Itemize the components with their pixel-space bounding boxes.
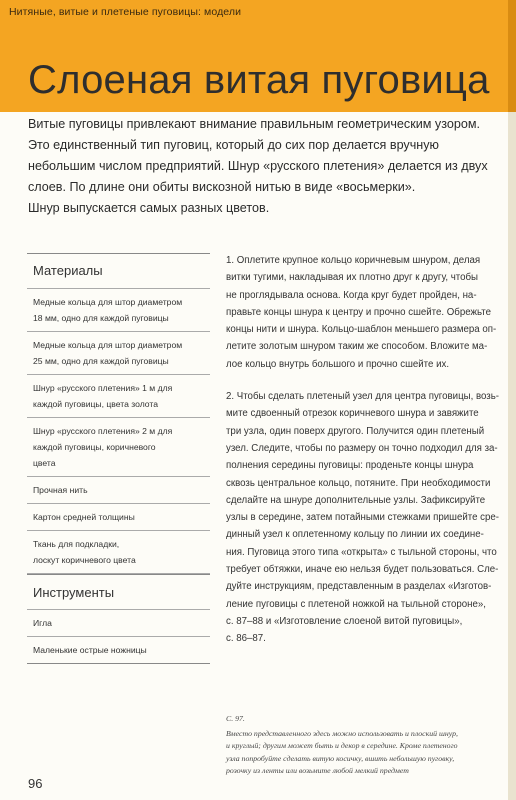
step-line: мите сдвоенный отрезок коричневого шнура и завяжите bbox=[226, 408, 479, 420]
material-item bbox=[27, 289, 210, 332]
intro-paragraph bbox=[28, 114, 498, 219]
step-line: с. 87–88 и «Изготовление слоеной витой пуговицы», bbox=[226, 615, 463, 627]
step-line: правьте концы шнура к центру и прочно сшейте. Обрежьте bbox=[226, 306, 491, 318]
material-item bbox=[27, 531, 210, 574]
step-line: витки тугими, накладывая их плотно друг к другу, чтобы bbox=[226, 272, 478, 284]
page-edge-tab bbox=[508, 0, 516, 800]
intro-line: небольшим числом предприятий. Шнур «русского плетения» делается из двух bbox=[28, 159, 488, 173]
materials-panel bbox=[27, 253, 210, 664]
material-item bbox=[27, 332, 210, 375]
caption-line: розочку из ленты или возьмите любой мелкий предмет bbox=[226, 766, 409, 776]
material-item-line: Прочная нить bbox=[33, 485, 88, 495]
material-item bbox=[27, 504, 210, 531]
page-edge-tab-accent bbox=[508, 0, 516, 112]
material-item-line: лоскут коричневого цвета bbox=[33, 555, 136, 565]
step-line: концы нити и шнура. Кольцо-шаблон меньшего размера оп- bbox=[226, 324, 497, 336]
instructions bbox=[226, 252, 506, 663]
step-line: дуйте инструкциям, представленным в разделах «Изготов- bbox=[226, 581, 492, 593]
page-number: 96 bbox=[28, 776, 43, 791]
section-label: Нитяные, витые и плетеные пуговицы: модели bbox=[9, 6, 242, 18]
material-item-line: Ткань для подкладки, bbox=[33, 539, 120, 549]
material-item-line: цвета bbox=[33, 458, 56, 468]
caption-line: узла попробуйте сделать витую косичку, вшить небольшую пуговку, bbox=[226, 753, 455, 763]
step-line: ния. Пуговица этого типа «открыта» с тыльной стороны, что bbox=[226, 546, 497, 558]
materials-heading: Материалы bbox=[27, 254, 210, 289]
step-line: динный узел к оплетенному кольцу по линии их соедине- bbox=[226, 529, 484, 541]
tools-heading: Инструменты bbox=[27, 574, 210, 610]
tool-item bbox=[27, 637, 210, 663]
step-2 bbox=[226, 388, 506, 647]
step-line: сделайте на шнуре дополнительные узлы. Зафиксируйте bbox=[226, 494, 486, 506]
step-line: ление пуговицы с плетеной ножкой на тыльной стороне», bbox=[226, 598, 486, 610]
step-line: узлы в середине, затем потайными стежками пришейте сре- bbox=[226, 512, 500, 524]
material-item-line: Картон средней толщины bbox=[33, 512, 135, 522]
step-line: полнения середины пуговицы: проденьте концы шнура bbox=[226, 460, 474, 472]
material-item-line: каждой пуговицы, коричневого bbox=[33, 442, 156, 452]
material-item-line: каждой пуговицы, цвета золота bbox=[33, 399, 159, 409]
step-1 bbox=[226, 252, 506, 373]
tool-item-line: Маленькие острые ножницы bbox=[33, 645, 147, 655]
step-line: 2. Чтобы сделать плетеный узел для центра пуговицы, возь- bbox=[226, 391, 499, 403]
intro-line: Витые пуговицы привлекают внимание правильным геометрическим узором. bbox=[28, 117, 481, 131]
step-line: три узла, один поверх другого. Получится один плетеный bbox=[226, 425, 485, 437]
material-item-line: Медные кольца для штор диаметром bbox=[33, 297, 183, 307]
intro-line: слоев. По длине они обиты вискозной нитью в виде «восьмерки». bbox=[28, 180, 416, 194]
material-item bbox=[27, 477, 210, 504]
intro-line: Шнур выпускается самых разных цветов. bbox=[28, 201, 270, 215]
step-line: требует обтяжки, иначе ею нельзя будет пользоваться. Сле- bbox=[226, 564, 499, 576]
material-item-line: Медные кольца для штор диаметром bbox=[33, 340, 183, 350]
material-item bbox=[27, 418, 210, 477]
material-item-line: 25 мм, одно для каждой пуговицы bbox=[33, 356, 169, 366]
page-title: Слоеная витая пуговица bbox=[28, 58, 490, 102]
material-item-line: Шнур «русского плетения» 2 м для bbox=[33, 426, 173, 436]
step-line: летите золотым шнуром таким же способом. Вложите ма- bbox=[226, 341, 488, 353]
step-line: узел. Следите, чтобы по размеру он точно подходил для за- bbox=[226, 442, 498, 454]
step-line: 1. Оплетите крупное кольцо коричневым шнуром, делая bbox=[226, 255, 481, 266]
step-line: с. 86–87. bbox=[226, 633, 266, 645]
step-line: не проглядывала основа. Когда круг будет пройден, на- bbox=[226, 289, 477, 301]
step-line: сквозь центральное кольцо, потяните. При необходимости bbox=[226, 477, 491, 489]
caption-line: Вместо представленного здесь можно использовать и плоский шнур, bbox=[226, 728, 458, 738]
step-line: лое кольцо внутрь большого и прочно сшейте их. bbox=[226, 358, 450, 370]
caption-reference: С. 97. bbox=[226, 714, 245, 723]
photo-caption bbox=[226, 713, 506, 778]
intro-line: Это единственный тип пуговиц, который до сих пор делается вручную bbox=[28, 138, 439, 152]
tool-item bbox=[27, 610, 210, 637]
tool-item-line: Игла bbox=[33, 618, 52, 628]
material-item bbox=[27, 375, 210, 418]
material-item-line: Шнур «русского плетения» 1 м для bbox=[33, 383, 173, 393]
caption-line: и круглый; другим может быть и декор в середине. Кроме плетеного bbox=[226, 741, 458, 751]
material-item-line: 18 мм, одно для каждой пуговицы bbox=[33, 313, 169, 323]
